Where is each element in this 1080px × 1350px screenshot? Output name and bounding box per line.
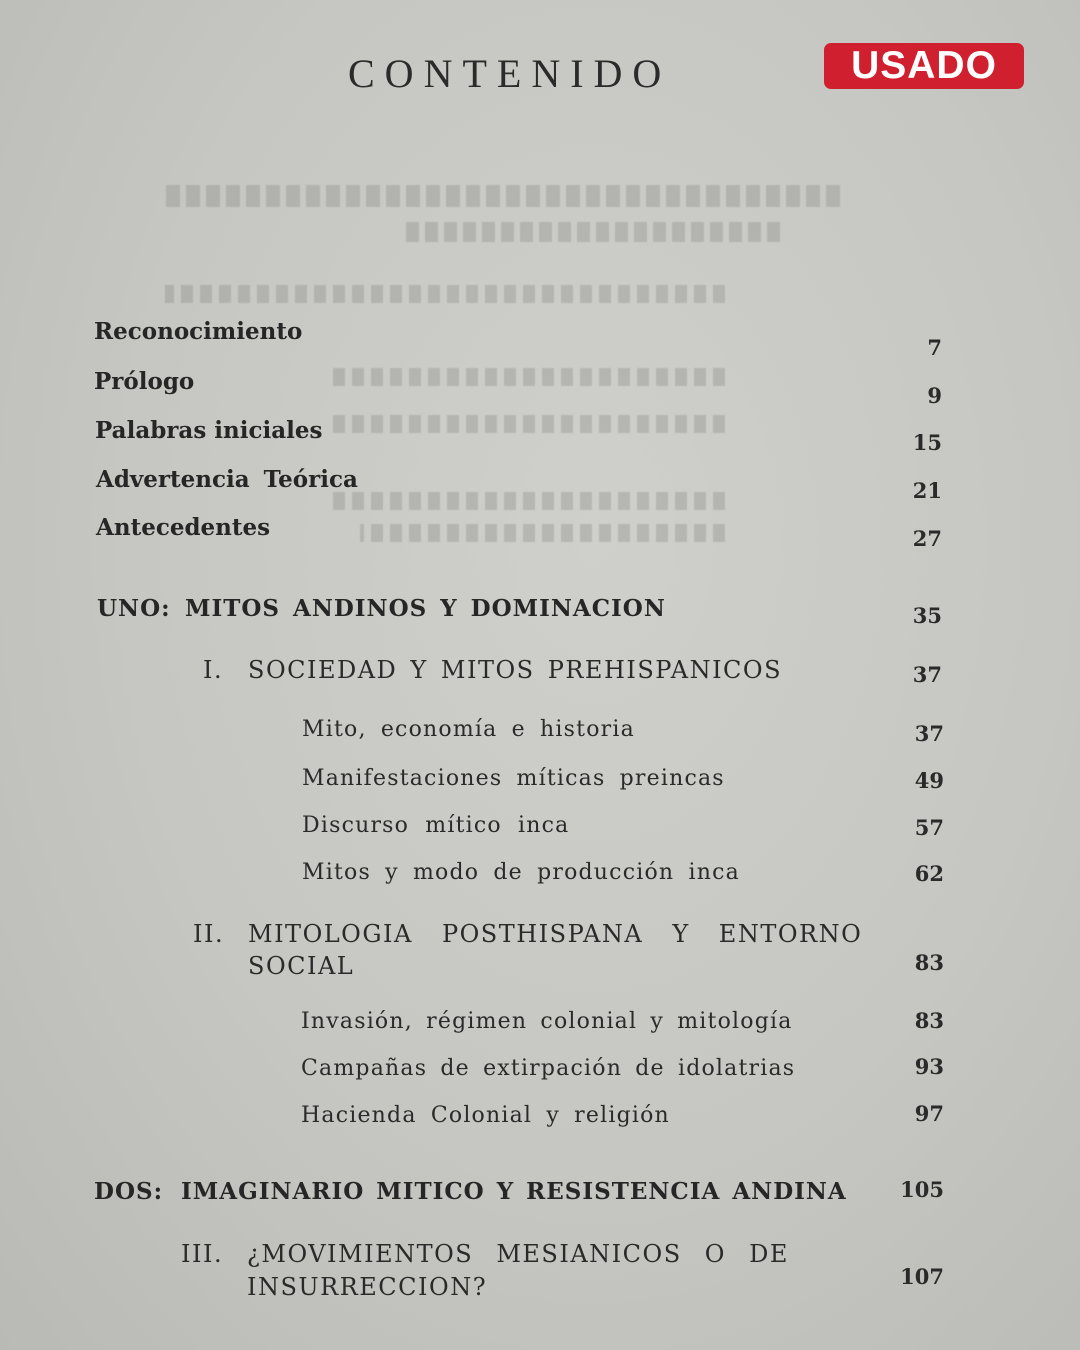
bleed-through-mark	[160, 185, 840, 207]
toc-section	[301, 1009, 793, 1034]
toc-page-number: 7	[927, 335, 942, 360]
chapter-title-line: ¿MOVIMIENTOS MESIANICOS O DE	[247, 1240, 789, 1268]
part-title: MITOS ANDINOS Y DOMINACION	[185, 595, 666, 622]
toc-entry-label: Advertencia Teórica	[96, 466, 358, 493]
bleed-through-mark	[330, 492, 725, 510]
part-title: IMAGINARIO MITICO Y RESISTENCIA ANDINA	[181, 1178, 847, 1205]
chapter-title: SOCIEDAD Y MITOS PREHISPANICOS	[248, 656, 783, 684]
toc-page-number: 35	[912, 603, 942, 628]
toc-entry-prologo	[94, 368, 194, 395]
toc-page-number: 57	[914, 815, 944, 840]
toc-page-number: 62	[914, 861, 944, 886]
toc-entry-reconocimiento	[94, 318, 302, 345]
toc-entry-label: Manifestaciones míticas preincas	[302, 766, 725, 791]
toc-section	[301, 1056, 795, 1081]
chapter-number: I.	[203, 656, 224, 684]
toc-page-number: 83	[914, 1008, 944, 1033]
chapter-title	[248, 918, 862, 982]
toc-entry-label: Campañas de extirpación de idolatrias	[301, 1056, 796, 1081]
toc-page-number: 37	[912, 662, 942, 687]
toc-page-number: 21	[912, 478, 942, 503]
used-badge: USADO	[824, 43, 1024, 89]
bleed-through-mark	[165, 285, 725, 303]
chapter-title	[247, 1238, 789, 1304]
toc-page-number: 27	[912, 526, 942, 551]
bleed-through-mark	[400, 222, 780, 242]
toc-page-number: 93	[914, 1054, 944, 1079]
toc-entry-label: Discurso mítico inca	[302, 813, 570, 838]
chapter-number: II.	[193, 920, 225, 948]
page-title: CONTENIDO	[348, 51, 672, 96]
toc-entry-antecedentes	[96, 514, 270, 541]
part-number: DOS:	[94, 1178, 164, 1205]
toc-entry-label: Palabras iniciales	[95, 417, 323, 444]
toc-page-number: 15	[912, 430, 942, 455]
chapter-title-line: INSURRECCION?	[247, 1273, 488, 1301]
toc-section	[302, 813, 569, 838]
toc-page-number: 37	[914, 721, 944, 746]
toc-page-number: 107	[900, 1264, 944, 1289]
toc-section	[301, 1103, 670, 1128]
toc-page-number: 83	[914, 950, 944, 975]
toc-entry-label: Mito, economía e historia	[302, 717, 635, 742]
chapter-number: III.	[181, 1240, 224, 1268]
chapter-title-line: MITOLOGIA POSTHISPANA Y ENTORNO	[248, 920, 863, 948]
toc-entry-label: Hacienda Colonial y religión	[301, 1103, 670, 1128]
part-number: UNO:	[97, 595, 171, 622]
bleed-through-mark	[330, 415, 725, 433]
toc-page-number: 9	[927, 383, 942, 408]
toc-page-number: 105	[900, 1177, 944, 1202]
toc-entry-palabras-iniciales	[95, 417, 322, 444]
toc-chapter-iii	[181, 1238, 789, 1304]
toc-entry-label: Antecedentes	[96, 514, 271, 541]
toc-page-number: 97	[914, 1101, 944, 1126]
toc-entry-label: Mitos y modo de producción inca	[302, 860, 740, 885]
toc-part-uno	[97, 595, 666, 622]
toc-chapter-ii	[193, 918, 862, 982]
toc-page-number: 49	[914, 768, 944, 793]
toc-section	[302, 717, 635, 742]
bleed-through-mark	[330, 368, 725, 386]
toc-entry-label: Prólogo	[94, 368, 195, 395]
bleed-through-mark	[360, 524, 725, 542]
toc-section	[302, 860, 740, 885]
toc-entry-label: Invasión, régimen colonial y mitología	[301, 1009, 793, 1034]
chapter-title-line: SOCIAL	[248, 952, 355, 980]
toc-chapter-i	[203, 656, 782, 684]
toc-entry-label: Reconocimiento	[94, 318, 303, 345]
toc-part-dos	[94, 1178, 847, 1205]
toc-entry-advertencia-teorica	[96, 466, 358, 493]
toc-section	[302, 766, 725, 791]
